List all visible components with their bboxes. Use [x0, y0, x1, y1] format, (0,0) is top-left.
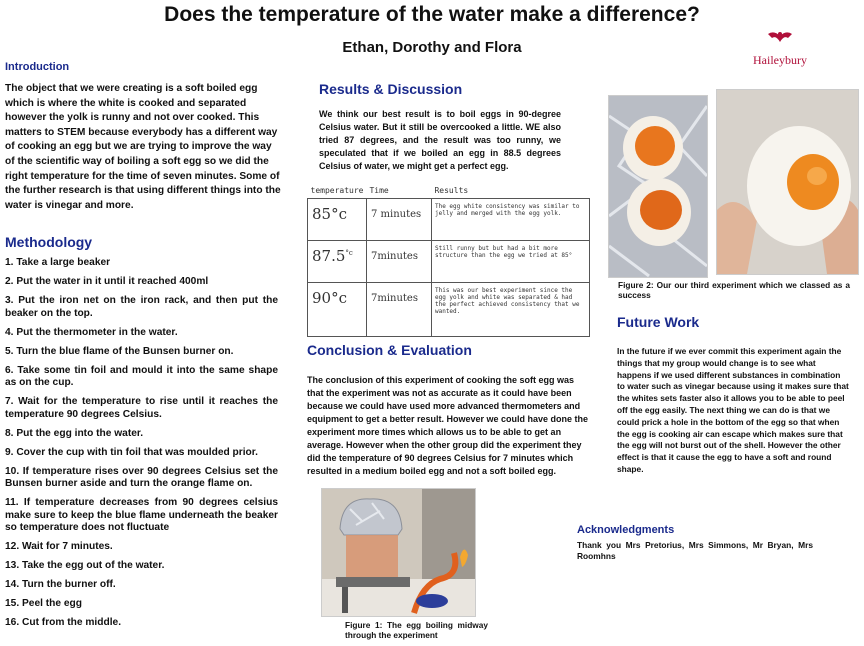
methodology-step: 1. Take a large beaker: [5, 257, 111, 268]
table-header-results: Results: [431, 184, 589, 199]
beaker-experiment-image: [322, 489, 475, 616]
methodology-heading: Methodology: [5, 234, 93, 250]
methodology-step: 12. Wait for 7 minutes.: [5, 541, 113, 553]
figure2-caption: Figure 2: Our our third experiment which we classed as a success: [618, 280, 850, 300]
table-cell-time: 7minutes: [366, 283, 431, 337]
table-row: [308, 199, 590, 241]
table-row: [308, 283, 590, 337]
methodology-step: 3. Put the iron net on the iron rack, and then put the beaker on the top.: [5, 294, 278, 319]
cut-eggs-on-foil-image: [609, 96, 707, 277]
school-logo: [744, 30, 816, 70]
poster-authors: Ethan, Dorothy and Flora: [342, 39, 522, 56]
figure1-caption: Figure 1: The egg boiling midway through the experiment: [345, 620, 488, 640]
methodology-step: 10. If temperature rises over 90 degrees Celsius set the Bunsen burner aside and turn the orange flame on.: [5, 465, 278, 490]
acknowledgments-text: Thank you Mrs Pretorius, Mrs Simmons, Mr Bryan, Mrs Roomhns: [577, 540, 813, 561]
methodology-step: 6. Take some tin foil and mould it into the same shape as on the cup.: [5, 364, 278, 389]
methodology-step: 8. Put the egg into the water.: [5, 427, 144, 439]
future-work-text: In the future if we ever commit this experiment again the things that my group would change is to see what happens if we used different substances in combination to water such as vinegar because using it makes sure that the whites sets faster also it allows you to be able to peel off the egg easily. The next thing we can do is that we could prick a hole in the bottom of the egg so that when the egg is cooking air can escape which makes sure that the egg will not burst out of the shell. However the other effect is that it cause the egg to have a soft and round shape.: [617, 346, 849, 474]
table-header-temperature: temperature: [308, 184, 367, 199]
methodology-step: 4. Put the thermometer in the water.: [5, 326, 178, 338]
conclusion-text: The conclusion of this experiment of cooking the soft egg was that the experiment was not as accurate as it could have been because we could have used more advanced thermometers and equipment to get a better result. However we could have done the experiment more times which allows us to be able to get an average. However when the other group did the experiment they did the temperature of 90 degrees Celsius for 7 minutes which resulted in a medium boiled egg and not a soft boiled egg.: [307, 375, 589, 476]
methodology-step: 13. Take the egg out of the water.: [5, 560, 165, 572]
methodology-step: 2. Put the water in it until it reached 400ml: [5, 275, 209, 287]
acknowledgments-heading: Acknowledgments: [577, 524, 675, 536]
table-cell-temp: 85°c: [308, 199, 367, 241]
logo-text: Haileybury: [753, 53, 807, 67]
results-table: [307, 184, 590, 337]
future-work-heading: Future Work: [617, 314, 700, 330]
methodology-step: 14. Turn the burner off.: [5, 579, 116, 591]
table-cell-result: This was our best experiment since the egg yolk and white was separated & had the perfect achieved consistency that we wanted.: [431, 283, 589, 337]
crest-icon: [766, 30, 794, 46]
methodology-step: 11. If temperature decreases from 90 degrees celsius make sure to keep the blue flame underneath the beaker so temperature does not fluctuate: [5, 497, 278, 534]
egg-in-hand-image: [717, 90, 858, 274]
table-cell-time: 7minutes: [366, 241, 431, 283]
results-heading: Results & Discussion: [319, 81, 463, 97]
table-cell-result: The egg white consistency was similar to jelly and merged with the egg yolk.: [431, 199, 589, 241]
methodology-step: 7. Wait for the temperature to rise until it reaches the temperature 90 degrees Celsius.: [5, 396, 278, 420]
methodology-step: 9. Cover the cup with tin foil that was moulded prior.: [5, 446, 259, 458]
table-header-time: Time: [366, 184, 431, 199]
methodology-steps: [5, 257, 278, 630]
introduction-heading: Introduction: [5, 61, 70, 73]
poster-title: Does the temperature of the water make a difference?: [164, 3, 700, 26]
table-cell-temp: [308, 241, 367, 283]
results-text: We think our best result is to boil eggs in 90-degree Celsius water. But it still be overcooked a little. WE also tried 87 degrees, and the result was too runny, we speculated that if we boiled an egg in 88.5 degrees Celsius of water, we might get a perfect egg.: [319, 109, 561, 171]
methodology-step: 15. Peel the egg: [5, 598, 83, 610]
conclusion-heading: Conclusion & Evaluation: [307, 342, 472, 358]
figure1-photo: [321, 488, 476, 617]
introduction-text: The object that we were creating is a soft boiled egg which is where the white is cooked and separated however the yolk is runny and not over cooked. This matters to STEM because everybody has a different way of cooking an egg but we are trying to improve the way of the scientific way of boiling a soft egg so we did the right temperature for the time of seven minutes. Some of the further research is that using different things into the water is vinegar and more.: [5, 83, 281, 211]
table-cell-result: Still runny but but had a bit more structure than the egg we tried at 85°: [431, 241, 589, 283]
methodology-step: 16. Cut from the middle.: [5, 617, 122, 629]
table-cell-temp-value: 87.5: [312, 247, 346, 265]
table-header-row: [308, 184, 590, 199]
methodology-step: 5. Turn the blue flame of the Bunsen burner on.: [5, 345, 234, 357]
table-cell-temp: 90°c: [308, 283, 367, 337]
figure2-photo-left: [608, 95, 708, 278]
table-row: [308, 241, 590, 283]
table-cell-temp-unit: °c: [345, 249, 353, 257]
table-cell-time: 7 minutes: [366, 199, 431, 241]
figure2-photo-right: [716, 89, 859, 275]
